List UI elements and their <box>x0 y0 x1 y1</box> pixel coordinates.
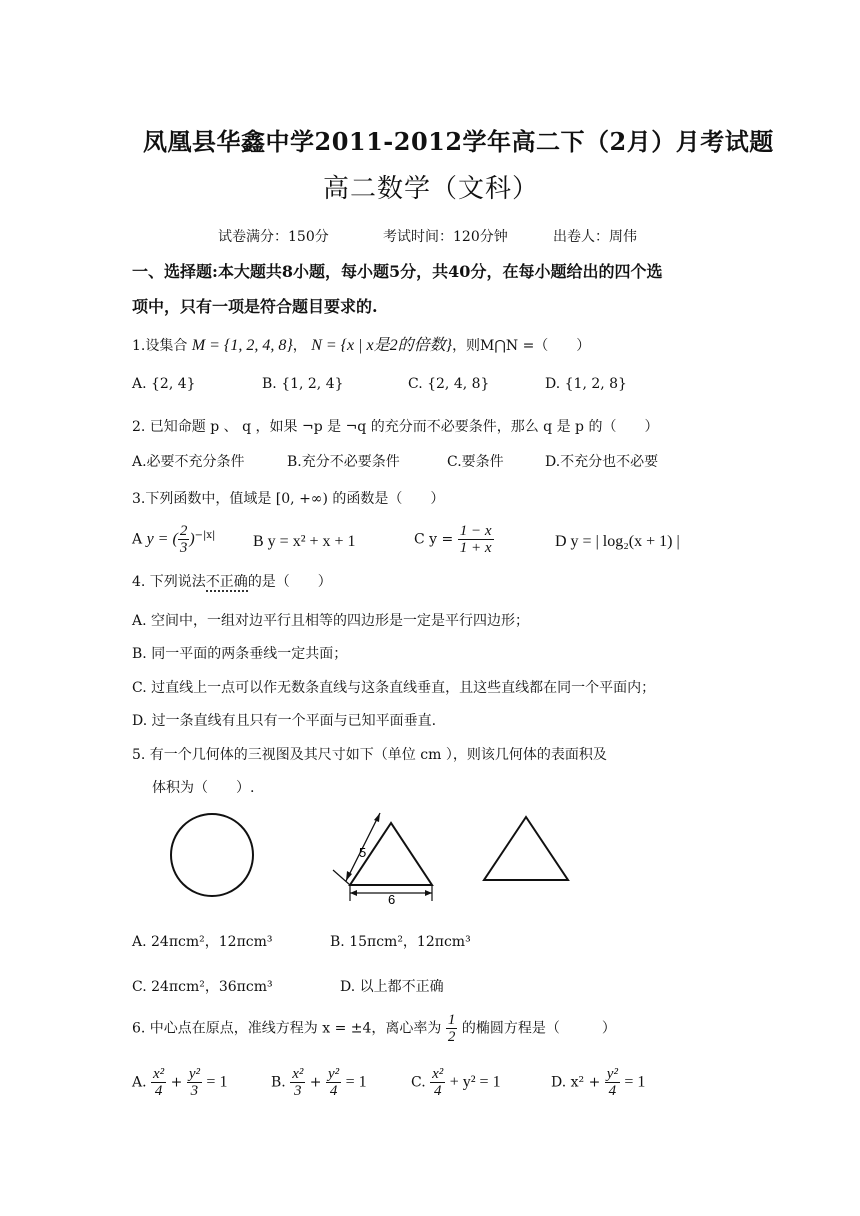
q5-option-b: B. 15πcm²，12πcm³ <box>330 934 471 950</box>
q1-option-a: A. {2, 4} <box>132 376 196 392</box>
q5-option-d: D. 以上都不正确 <box>340 979 444 995</box>
q1-option-d: D. {1, 2, 8} <box>545 376 627 392</box>
q4-emphasis: 不正确 <box>205 574 248 590</box>
q6-option-d: D. x² + $\frac{\text{y²}}{4}$ = 1 <box>551 1066 646 1099</box>
question-2: 2. 已知命题 p 、 q ，如果 ¬p 是 ¬q 的充分而不必要条件，那么 q 是 p 的（ ） <box>132 419 659 435</box>
q1-set-n: N = {x | x是2的倍数} <box>311 337 453 354</box>
q6-option-c: C. $\frac{\text{x²}}{4}$ + y² = 1 <box>411 1066 501 1099</box>
q6-option-b: B. $\frac{\text{x²}}{3}$ + $\frac{\text{y²}}{4}$ = 1 <box>271 1066 367 1099</box>
question-4: 4. 下列说法不正确的是（ ） <box>132 574 332 590</box>
side-view-triangle <box>484 817 568 880</box>
q1-set-m: M = {1, 2, 4, 8} <box>191 337 293 354</box>
q4-option-b: B. 同一平面的两条垂线一定共面； <box>132 646 348 662</box>
question-5-line1: 5. 有一个几何体的三视图及其尺寸如下（单位 cm ），则该几何体的表面积及 <box>132 747 607 763</box>
q4-option-c: C. 过直线上一点可以作无数条直线与这条直线垂直，且这些直线都在同一个平面内； <box>132 680 656 696</box>
q5-option-c: C. 24πcm²，36πcm³ <box>132 979 273 995</box>
q3-option-c <box>414 523 494 556</box>
exam-title: 凤凰县华鑫中学2011-2012学年高二下（2月）月考试题 <box>143 127 774 156</box>
q4-option-d: D. 过一条直线有且只有一个平面与已知平面垂直. <box>132 713 437 729</box>
three-view-figure <box>160 805 580 905</box>
q6-eccentricity-fraction: $\frac{1}{2}$ <box>447 1012 456 1045</box>
q1-option-c: C. {2, 4, 8} <box>408 376 490 392</box>
q3-option-d: D y = | log₂(x + 1) | <box>555 533 680 550</box>
q3-c-label: C y = <box>414 531 454 548</box>
q5-option-a: A. 24πcm²，12πcm³ <box>132 934 273 950</box>
question-5-line2: 体积为（ ）. <box>152 780 255 796</box>
q6-option-a: A. $\frac{\text{x²}}{4}$ + $\frac{\text{y²}}{3}$ = 1 <box>132 1066 228 1099</box>
exam-author: 出卷人：周伟 <box>553 229 637 245</box>
exam-time: 考试时间：120分钟 <box>383 229 508 245</box>
q2-option-c: C.要条件 <box>447 454 504 470</box>
q3-option-b: B y = x² + x + 1 <box>253 533 356 550</box>
q1-suffix: ，则M⋂N =（ ） <box>452 338 591 354</box>
question-1 <box>132 332 590 355</box>
section-heading-line2: 项中，只有一项是符合题目要求的. <box>132 297 378 316</box>
q3-a-exponent: −|x| <box>194 529 216 541</box>
q3-option-a: A y = ( $\frac{2}{3}$ )$^{-|x|}$ <box>132 523 216 556</box>
q1-option-b: B. {1, 2, 4} <box>262 376 344 392</box>
exam-subtitle: 高二数学（文科） <box>323 174 540 204</box>
q2-option-d: D.不充分也不必要 <box>545 454 659 470</box>
q2-option-a: A.必要不充分条件 <box>132 454 245 470</box>
q4-option-a: A. 空间中，一组对边平行且相等的四边形是一定是平行四边形； <box>132 613 530 629</box>
q3-a-fraction: $\frac{2}{3}$ <box>179 523 188 556</box>
question-6: 6. 中心点在原点，准线方程为 x = ±4，离心率为 $\frac{1}{2}$ 的椭圆方程是（ ） <box>132 1012 616 1045</box>
top-view-circle <box>171 814 253 896</box>
full-score: 试卷满分：150分 <box>218 229 329 245</box>
section-heading-line1: 一、选择题:本大题共8小题，每小题5分，共40分，在每小题给出的四个选 <box>132 262 663 281</box>
dim-base-label: 6 <box>388 892 396 905</box>
q3-c-fraction: $\frac{1 - x}{1 + x}$ <box>459 523 492 556</box>
dim-side-label: 5 <box>359 845 367 860</box>
front-view-triangle <box>333 813 432 905</box>
q1-prefix: 1.设集合 <box>132 338 188 354</box>
q3-a-label: A <box>132 531 143 548</box>
q1-comma: ， <box>292 338 307 354</box>
q2-option-b: B.充分不必要条件 <box>287 454 400 470</box>
question-3: 3.下列函数中，值域是 [0, +∞) 的函数是（ ） <box>132 491 445 507</box>
